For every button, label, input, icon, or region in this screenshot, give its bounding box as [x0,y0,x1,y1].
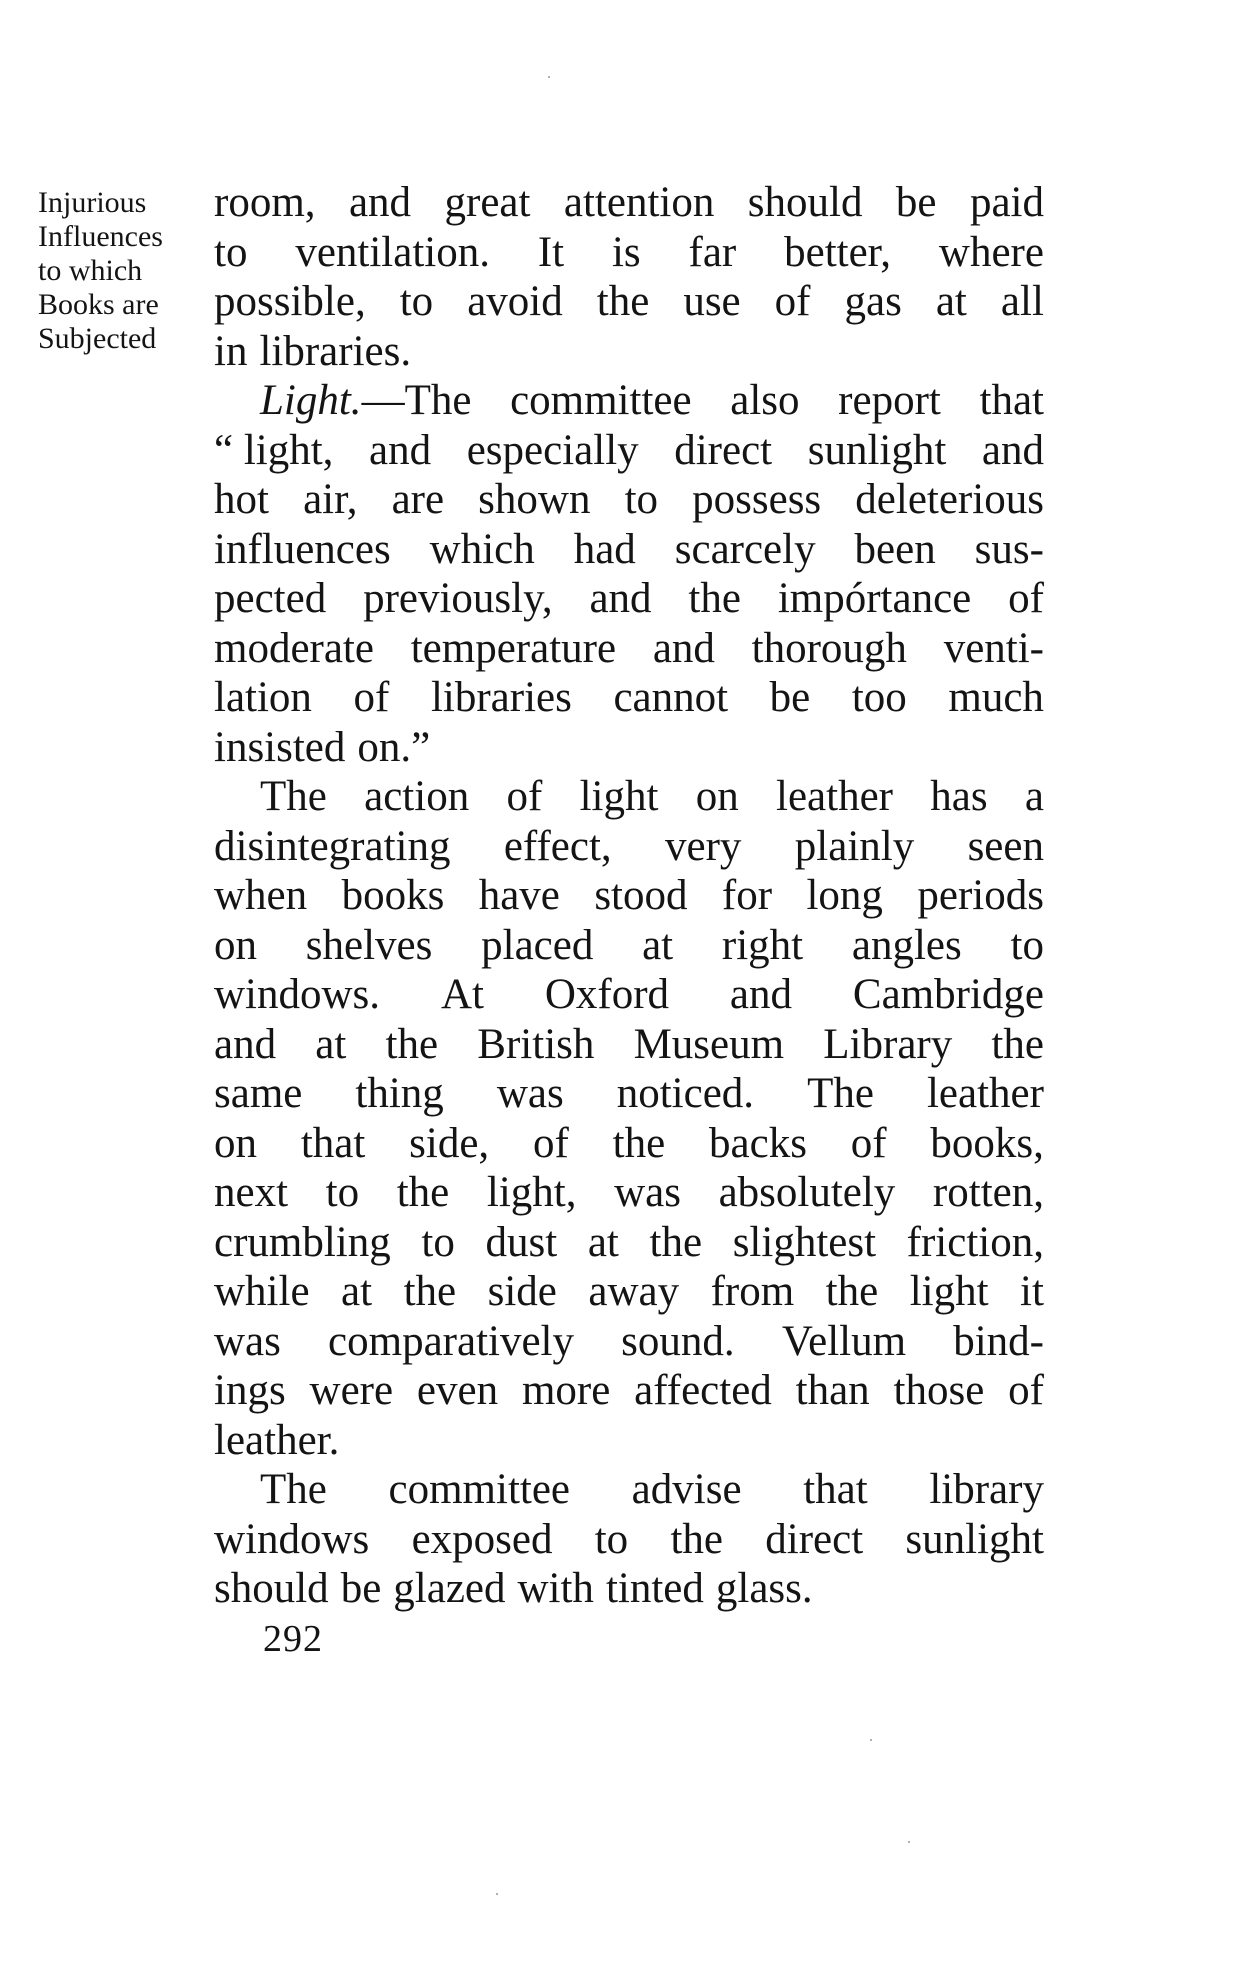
text-word: and [981,426,1044,474]
text-line [214,426,1044,476]
text-word: light [909,1268,989,1315]
text-word: to [421,1218,455,1266]
text-word: crumbling [214,1218,391,1266]
text-word: than [795,1367,870,1414]
text-word: on [214,921,257,969]
text-word: on [695,773,739,820]
marginal-note-line: Influences [38,220,163,253]
text-word: slightest [732,1218,877,1266]
text-word: leather [926,1070,1044,1117]
text-word: shown [478,476,591,523]
text-word: much [948,674,1044,721]
text-line [214,525,1044,575]
text-word: with [517,1565,594,1612]
text-word: on.” [357,723,431,771]
text-word: windows [214,1515,370,1563]
text-word: plainly [794,822,915,870]
text-word [260,376,471,426]
text-line [214,1218,1044,1268]
paper-speck [908,1841,910,1843]
text-word: attention [563,179,715,226]
text-word: use [683,278,741,325]
text-word: to [1010,921,1044,969]
text-word: placed [481,921,594,969]
text-word: that [300,1119,366,1167]
text-word: sus- [974,525,1044,573]
text-word: books [341,872,445,919]
text-word: been [854,525,936,573]
text-word: at [341,1268,373,1315]
text-word: be [895,179,937,226]
text-word: possess [692,476,822,523]
text-word: all [1000,278,1044,325]
text-word: side, [409,1119,490,1167]
marginal-note-line: Books are [38,288,159,321]
text-word: and [348,179,412,226]
text-word: effect, [503,822,612,870]
text-word: light [579,773,659,820]
text-word: gas [844,278,902,325]
text-word: are [391,476,445,523]
text-word: too [851,674,907,721]
text-word: periods [917,872,1044,919]
text-word: has [930,773,988,820]
text-line [214,772,1044,822]
text-word: deleterious [855,476,1044,523]
text-word: absolutely [718,1169,896,1216]
text-line [214,1317,1044,1367]
text-word: of [506,773,543,820]
text-word: noticed. [616,1070,755,1117]
text-word: should [214,1565,329,1612]
marginal-note-line: to which [38,254,143,287]
text-word: influences [214,525,391,573]
text-word: stood [594,872,688,919]
text-word: light, [486,1169,577,1216]
text-word: direct [765,1515,864,1563]
text-word: of [774,278,811,325]
text-word: to [325,1169,360,1216]
text-word: far [688,228,737,276]
text-word: that [979,377,1044,424]
text-word: was [496,1070,564,1117]
text-line [214,277,1044,327]
text-word: ventilation. [295,228,490,276]
text-word: committee [388,1466,571,1513]
text-word: libraries [430,674,572,721]
text-word: and [589,575,652,622]
text-line [214,624,1044,674]
text-word: action [364,773,470,820]
text-line [214,1465,1044,1515]
text-word: angles [851,921,962,969]
text-word: the [991,1020,1044,1068]
text-word: have [478,872,560,919]
text-word: libraries. [259,327,412,375]
text-line [214,970,1044,1020]
text-word: tinted [605,1565,704,1612]
text-word: be [769,674,811,721]
text-word: glass. [715,1565,813,1612]
text-word: windows. [214,971,381,1018]
text-word: and [729,971,793,1018]
text-line [214,178,1044,228]
text-word: Cambridge [852,971,1044,1018]
text-word: where [938,228,1044,276]
text-word: and [214,1020,277,1068]
text-word: leather. [214,1416,340,1464]
text-word: committee [510,377,692,424]
text-word: British [477,1020,595,1068]
text-word: of [1008,1367,1044,1414]
text-word: and [369,426,432,474]
text-line [214,1168,1044,1218]
paper-speck [548,76,550,78]
text-word: of [533,1119,569,1167]
paper-speck [496,1893,498,1895]
paper-speck [870,1739,872,1741]
text-word: The [260,773,327,820]
text-word: when [214,872,308,919]
text-word: direct [674,426,773,474]
text-word: At [440,971,484,1018]
text-word: more [521,1367,611,1414]
text-word: great [444,179,531,226]
text-word: advise [631,1466,742,1513]
text-line [214,1119,1044,1169]
text-word: a [1024,773,1044,820]
text-line [214,376,1044,426]
text-word: moderate [214,624,374,672]
text-word: friction, [906,1218,1044,1266]
text-word: of [850,1119,887,1167]
text-line [214,1267,1044,1317]
text-word: at [587,1218,619,1266]
text-word: should [747,179,863,226]
text-word: bind- [953,1317,1044,1365]
text-word: it [1020,1268,1044,1315]
text-line [214,822,1044,872]
text-word: which [429,525,535,573]
text-word: while [214,1268,310,1315]
text-word: books, [930,1119,1044,1167]
text-line [214,673,1044,723]
text-word: for [721,872,773,919]
text-word: right [721,921,804,969]
text-word: “ light, [214,426,334,474]
text-word: impórtance [777,575,972,622]
text-word: had [573,525,636,573]
text-word: especially [466,426,639,474]
text-word: better, [784,228,892,276]
text-word: the [385,1020,439,1068]
text-word: the [612,1119,666,1167]
text-word: from [710,1268,795,1315]
text-word: affected [634,1367,772,1414]
text-line [214,1366,1044,1416]
text-word: on [214,1119,257,1167]
text-word: to [594,1515,629,1563]
text-word: at [642,921,674,969]
text-word: possible, [214,278,366,325]
text-word: temperature [410,624,617,672]
text-word: hot [214,476,269,523]
text-word: ings [214,1367,286,1414]
text-word: be [340,1565,382,1612]
text-word: next [214,1169,289,1216]
text-word: The [260,1466,327,1513]
text-word: thing [355,1070,444,1117]
text-word: sunlight [905,1515,1044,1563]
text-word: the [670,1515,723,1563]
text-line [214,475,1044,525]
text-word: report [838,377,941,424]
text-word: scarcely [674,525,816,573]
text-word: Museum [633,1020,785,1068]
text-word: shelves [305,921,433,969]
text-word: in [214,327,248,375]
text-line [214,1416,1044,1466]
text-word: venti- [943,624,1044,672]
text-word: air, [303,476,358,523]
text-word: leather [776,773,893,820]
text-word: seen [967,822,1044,870]
text-word: previously, [363,575,553,622]
text-word: were [309,1367,394,1414]
text-word: side [487,1268,557,1315]
text-word: paid [969,179,1044,226]
text-word: the [403,1268,457,1315]
text-word: that [803,1466,868,1513]
text-line [214,1564,1044,1614]
text-word: even [416,1367,499,1414]
text-word: room, [214,179,316,226]
text-word: of [353,674,390,721]
text-word: and [652,624,715,672]
text-word: to [399,278,434,325]
marginal-note-line: Injurious [38,186,147,219]
text-line [214,921,1044,971]
text-line [214,1020,1044,1070]
text-word: dust [485,1218,558,1266]
italic-run-in-heading: Light. [260,377,362,424]
text-word: to [214,228,248,276]
text-word: exposed [411,1515,553,1563]
body-text [214,178,1044,1614]
text-word: cannot [613,674,729,721]
text-word: avoid [467,278,563,325]
text-word: the [649,1218,703,1266]
text-line [214,327,1044,377]
text-word: also [730,377,800,424]
text-word: is [611,228,641,276]
text-word: of [1008,575,1044,622]
text-line [214,871,1044,921]
text-word: the [396,1169,450,1216]
text-word: The [807,1070,874,1117]
text-word: Vellum [781,1317,907,1365]
text-word: thorough [751,624,907,672]
text-word: glazed [393,1565,506,1612]
text-word: to [624,476,659,523]
text-word: the [825,1268,879,1315]
text-word: rotten, [932,1169,1044,1216]
text-line [214,1069,1044,1119]
text-word: the [688,575,741,622]
text-word: same [214,1070,303,1117]
text-word: Oxford [544,971,670,1018]
text-word: backs [709,1119,807,1167]
text-word: was [614,1169,681,1216]
marginal-note-line: Subjected [38,322,157,355]
text-word: It [537,228,565,276]
text-word: long [806,872,883,919]
text-word: insisted [214,723,346,771]
text-word: Library [823,1020,953,1068]
text-line [214,1515,1044,1565]
text-word: comparatively [328,1317,574,1365]
text-word: lation [214,674,312,721]
text-word: at [935,278,967,325]
text-word: was [214,1317,281,1365]
text-word: disintegrating [214,822,451,870]
text-word: sunlight [807,426,947,474]
text-word: away [588,1268,680,1315]
text-line [214,228,1044,278]
page-number: 292 [263,1618,323,1660]
marginal-note [38,186,198,356]
text-word: pected [214,575,327,622]
text-word: at [315,1020,347,1068]
text-word: very [665,822,742,870]
text-word: sound. [621,1317,735,1365]
text-word: those [893,1367,985,1414]
text-word: the [596,278,650,325]
text-line [214,574,1044,624]
text-word: —The [361,377,472,424]
text-word: library [929,1466,1044,1513]
text-line [214,723,1044,773]
